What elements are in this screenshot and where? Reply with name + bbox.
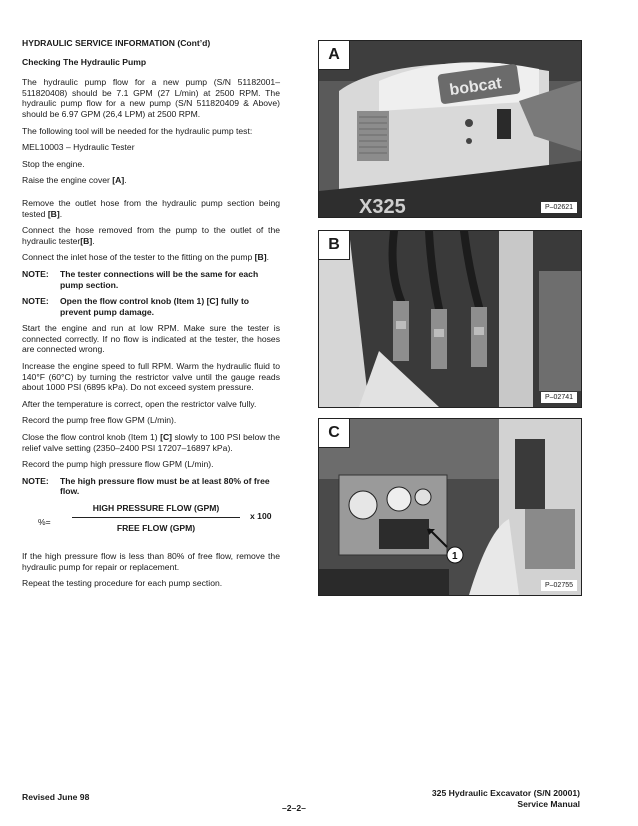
text-column: [22, 38, 280, 595]
note-tester-connections: NOTE: The tester connections will be the same for each pump section.: [22, 268, 259, 290]
figure-a-photo: [319, 41, 581, 217]
formula-multiplier: x 100: [250, 511, 272, 521]
remove-hose-step: Remove the outlet hose from the hydraulic pump section being tested [B].: [22, 197, 280, 219]
record-free-flow-step: Record the pump free flow GPM (L/min).: [22, 415, 177, 426]
figure-b: [318, 230, 582, 408]
figure-b-photo: [319, 231, 581, 407]
tool-name: MEL10003 – Hydraulic Tester: [22, 142, 135, 153]
footer-title: [432, 788, 580, 810]
figure-c-callout: 1: [452, 551, 458, 562]
pump-flow-paragraph: The hydraulic pump flow for a new pump (S/N 51182001–511820408) should be 7.1 GPM (27 L/min) at 2500 RPM. The hydraulic pump flow for a new pump (S/N 511820409 & Above) should be 6.97 GPM (26,4 LPM) at 2500 RPM.: [22, 77, 280, 119]
figure-a-letter: A: [319, 41, 350, 70]
figure-c-photo: [319, 419, 581, 595]
after-temperature-step: After the temperature is correct, open the restrictor valve fully.: [22, 398, 257, 409]
footer-page-number: –2–2–: [282, 803, 306, 813]
raise-cover-step: Raise the engine cover [A].: [22, 175, 127, 186]
low-flow-paragraph: If the high pressure flow is less than 80% of free flow, remove the hydraulic pump for repair or replacement.: [22, 551, 280, 572]
subsection-heading: Checking The Hydraulic Pump: [22, 56, 147, 67]
formula-fraction-bar: [72, 517, 240, 518]
footer-revised: Revised June 98: [22, 792, 90, 802]
figure-a-code: P–02621: [541, 202, 577, 213]
formula-denominator: FREE FLOW (GPM): [116, 523, 196, 533]
note-high-pressure: NOTE: The high pressure flow must be at least 80% of free flow.: [22, 475, 270, 497]
stop-engine-step: Stop the engine.: [22, 158, 85, 169]
section-heading: HYDRAULIC SERVICE INFORMATION (Cont’d): [22, 38, 211, 48]
figure-c-letter: C: [319, 419, 350, 448]
figure-b-code: P–02741: [541, 392, 577, 403]
figure-a-model: X325: [359, 196, 406, 217]
repeat-paragraph: Repeat the testing procedure for each pump section.: [22, 578, 223, 589]
figure-b-letter: B: [319, 231, 350, 260]
start-engine-step: Start the engine and run at low RPM. Make sure the tester is connected correctly. If no flow is indicated at the tester, the hoses are connected wrong.: [22, 323, 280, 355]
footer-manual-label: Service Manual: [517, 799, 580, 809]
increase-speed-step: Increase the engine speed to full RPM. Warm the hydraulic fluid to 140°F (60°C) by turning the restrictor valve until the gauge reads about 1000 PSI (6895 kPa). Do not exceed system pressure.: [22, 361, 280, 393]
formula-percent: %=: [38, 517, 51, 527]
footer-product-title: 325 Hydraulic Excavator (S/N 20001): [431, 788, 580, 798]
tool-needed-paragraph: The following tool will be needed for the hydraulic pump test:: [22, 125, 253, 136]
flow-formula: [22, 503, 280, 543]
figure-c-code: P–02755: [541, 580, 577, 591]
record-high-flow-step: Record the pump high pressure flow GPM (L/min).: [22, 459, 214, 470]
formula-numerator: HIGH PRESSURE FLOW (GPM): [92, 503, 220, 513]
note-open-knob: NOTE: Open the flow control knob (Item 1) [C] fully to prevent pump damage.: [22, 296, 250, 317]
figure-a: [318, 40, 582, 218]
figure-a-brand: bobcat: [448, 74, 503, 100]
close-knob-step: Close the flow control knob (Item 1) [C] slowly to 100 PSI below the relief valve setting (2350–2400 PSI 17207–16897 kPa).: [22, 432, 280, 453]
connect-hose-step: Connect the hose removed from the pump to the outlet of the hydraulic tester[B].: [22, 225, 280, 246]
figure-c: [318, 418, 582, 596]
connect-inlet-step: Connect the inlet hose of the tester to the fitting on the pump [B].: [22, 252, 269, 263]
